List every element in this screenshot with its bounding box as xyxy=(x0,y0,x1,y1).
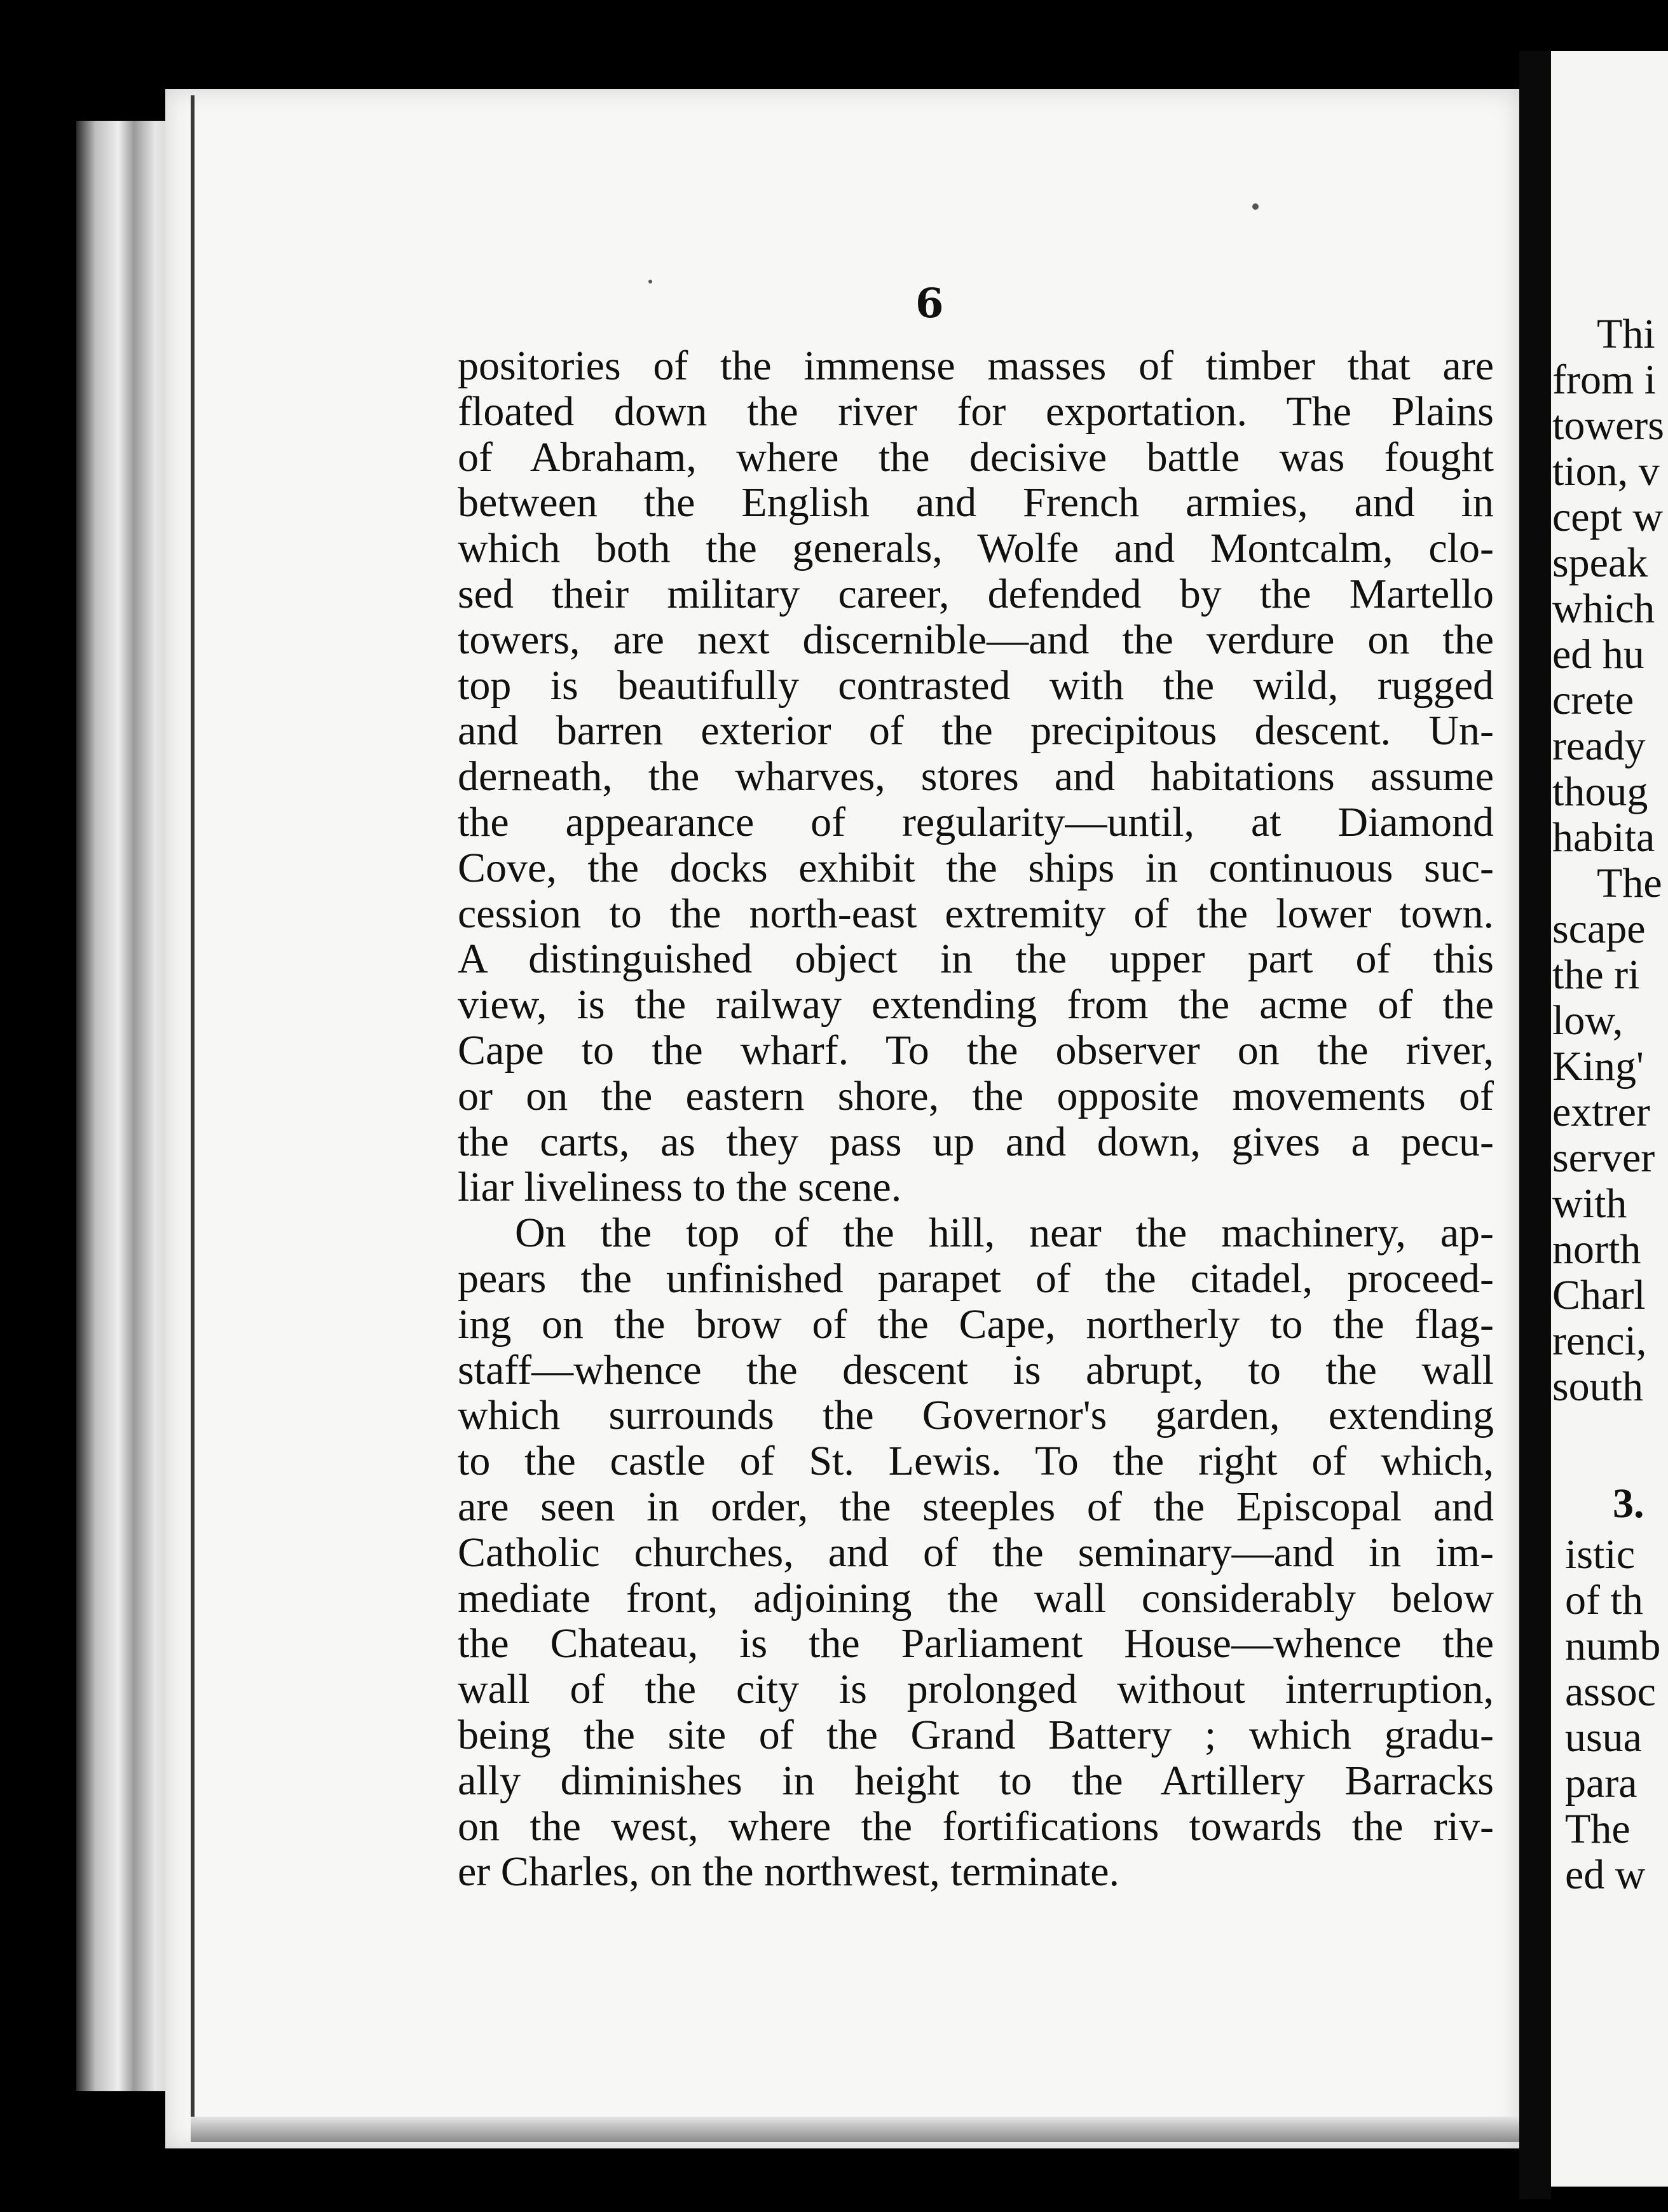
right-text-fragment: which xyxy=(1552,585,1655,632)
right-text-fragment: with xyxy=(1552,1180,1627,1227)
text-line: wall of the city is prolonged without interruption, xyxy=(458,1666,1494,1713)
ink-speck xyxy=(1252,203,1259,210)
page-border-line xyxy=(191,95,195,2129)
right-text-fragment: low, xyxy=(1552,997,1624,1044)
text-line: of Abraham, where the decisive battle was fought xyxy=(458,434,1494,481)
right-text-fragment: scape xyxy=(1552,906,1646,952)
text-line: or on the eastern shore, the opposite movements of xyxy=(458,1072,1494,1119)
text-line: Cove, the docks exhibit the ships in continuous suc- xyxy=(458,844,1494,891)
text-line: the appearance of regularity—until, at Diamond xyxy=(458,798,1494,845)
text-line: Catholic churches, and of the seminary—and in im- xyxy=(458,1529,1494,1576)
right-text-fragment: para xyxy=(1565,1760,1637,1806)
right-text-fragment: crete xyxy=(1552,677,1634,723)
text-line: and barren exterior of the precipitous descent. Un- xyxy=(458,707,1494,754)
right-text-fragment: The xyxy=(1597,860,1662,906)
right-text-fragment: north xyxy=(1552,1226,1641,1273)
text-line: which surrounds the Governor's garden, extending xyxy=(458,1392,1494,1439)
right-text-fragment: ed hu xyxy=(1552,631,1644,678)
text-line: between the English and French armies, and in xyxy=(458,479,1494,526)
right-text-fragment: thoug xyxy=(1552,768,1648,815)
text-line: positories of the immense masses of timber that are xyxy=(458,343,1494,389)
right-text-fragment: numb xyxy=(1565,1623,1661,1669)
text-line: ally diminishes in height to the Artillery Barracks xyxy=(458,1757,1494,1804)
right-text-fragment: from i xyxy=(1552,357,1657,403)
text-line: view, is the railway extending from the acme of the xyxy=(458,981,1494,1028)
right-text-fragment: speak xyxy=(1552,540,1648,586)
right-text-fragment: the ri xyxy=(1552,952,1640,998)
right-text-fragment: usua xyxy=(1565,1714,1642,1761)
text-line: mediate front, adjoining the wall considerably below xyxy=(458,1574,1494,1621)
right-text-fragment: south xyxy=(1552,1363,1644,1410)
text-line: the Chateau, is the Parliament House—whence the xyxy=(458,1620,1494,1667)
text-line: towers, are next discernible—and the verdure on the xyxy=(458,616,1494,663)
text-line: the carts, as they pass up and down, gives a pecu- xyxy=(458,1118,1494,1165)
text-line: floated down the river for exportation. The Plains xyxy=(458,388,1494,435)
right-text-fragment: of th xyxy=(1565,1577,1643,1623)
text-line: top is beautifully contrasted with the wild, rugged xyxy=(458,662,1494,709)
right-text-fragment: server xyxy=(1552,1135,1655,1181)
book-gutter xyxy=(1519,51,1551,2199)
right-text-fragment: Charl xyxy=(1552,1272,1646,1318)
text-line: A distinguished object in the upper part of this xyxy=(458,936,1494,983)
text-line: staff—whence the descent is abrupt, to the wall xyxy=(458,1346,1494,1393)
right-text-fragment: 3. xyxy=(1613,1480,1644,1527)
right-text-fragment: renci, xyxy=(1552,1318,1647,1364)
right-text-fragment: towers xyxy=(1552,402,1664,449)
text-line: Cape to the wharf. To the observer on the river, xyxy=(458,1027,1494,1074)
right-text-fragment: extrer xyxy=(1552,1089,1650,1135)
right-text-fragment: The xyxy=(1565,1806,1630,1852)
text-line: on the west, where the fortifications towards the riv- xyxy=(458,1803,1494,1850)
right-text-fragment: istic xyxy=(1565,1531,1635,1578)
text-line: cession to the north-east extremity of the lower town. xyxy=(458,890,1494,937)
right-text-fragment: habita xyxy=(1552,814,1655,861)
right-text-fragment: assoc xyxy=(1565,1669,1656,1715)
text-line: pears the unfinished parapet of the citadel, proceed- xyxy=(458,1255,1494,1302)
right-text-fragment: ed w xyxy=(1565,1852,1646,1898)
right-text-fragment: tion, v xyxy=(1552,448,1660,495)
text-line: which both the generals, Wolfe and Montcalm, clo- xyxy=(458,525,1494,572)
body-text xyxy=(458,343,1494,1895)
right-text-fragment: cept w xyxy=(1552,494,1664,540)
text-line: On the top of the hill, near the machinery, ap- xyxy=(515,1210,1494,1257)
text-line: sed their military career, defended by the Martello xyxy=(458,570,1494,617)
text-line: are seen in order, the steeples of the Episcopal and xyxy=(458,1483,1494,1530)
text-line: to the castle of St. Lewis. To the right of which, xyxy=(458,1438,1494,1485)
right-text-fragment: ready xyxy=(1552,723,1646,769)
text-line: liar liveliness to the scene. xyxy=(458,1164,902,1211)
text-line: er Charles, on the northwest, terminate. xyxy=(458,1848,1120,1895)
right-text-fragment: King' xyxy=(1552,1043,1644,1089)
page-bottom-edge xyxy=(191,2117,1526,2142)
text-line: ing on the brow of the Cape, northerly to the flag- xyxy=(458,1301,1494,1348)
right-text-fragment: Thi xyxy=(1597,311,1655,357)
text-line: being the site of the Grand Battery ; which gradu- xyxy=(458,1711,1494,1758)
page-number: 6 xyxy=(915,280,944,327)
text-line: derneath, the wharves, stores and habitations assume xyxy=(458,753,1494,800)
ink-speck xyxy=(648,280,652,283)
